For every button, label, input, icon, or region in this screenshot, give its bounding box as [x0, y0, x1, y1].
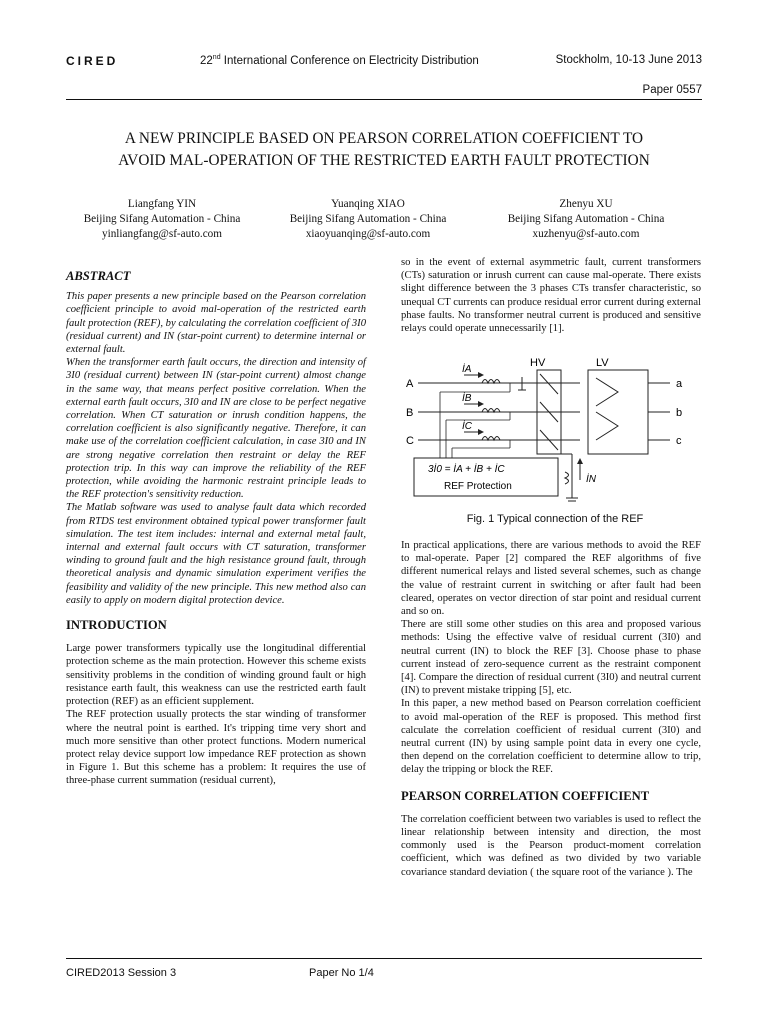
author-email: xuzhenyu@sf-auto.com [532, 228, 640, 240]
author-affiliation: Beijing Sifang Automation - China [83, 213, 241, 225]
author-block-1 [62, 197, 262, 242]
ct-c-icon [482, 437, 500, 441]
page-header [66, 54, 702, 70]
figure-1-diagram [400, 352, 710, 512]
lv-winding-icon [596, 378, 618, 440]
author-name: Zhenyu XU [559, 198, 613, 210]
footer-rule [66, 958, 702, 959]
right-paragraph-2: In practical applications, there are various methods to avoid the REF to mal-operate. Paper [2] compared the REF algorithms of five different numerical relays and listed several schemes, such as change the value of restraint current in switching or after fault had been cleared, operates on vector direction of star point and residual current and so on. [401, 540, 701, 618]
lv-label: LV [596, 357, 609, 369]
right-column-bottom [401, 539, 701, 879]
author-name: Yuanqing XIAO [331, 198, 405, 210]
author-affiliation: Beijing Sifang Automation - China [289, 213, 447, 225]
lv-c-label: c [676, 435, 682, 447]
introduction-heading: INTRODUCTION [66, 618, 167, 633]
author-affiliation: Beijing Sifang Automation - China [507, 213, 665, 225]
arrow-c-head-icon [478, 429, 484, 435]
current-n-label: İN [586, 474, 596, 485]
phase-c-label: C [406, 435, 414, 447]
lv-b-label: b [676, 407, 683, 419]
right-column-top [401, 256, 701, 335]
conference-name: International Conference on Electricity Distribution [220, 54, 479, 67]
title-line-2: AVOID MAL-OPERATION OF THE RESTRICTED EARTH FAULT PROTECTION [118, 152, 650, 169]
current-c-label: İC [462, 421, 472, 432]
cired-logo: CIRED [66, 54, 119, 68]
arrow-a-head-icon [478, 372, 484, 378]
lv-a-label: a [676, 378, 683, 390]
author-name: Liangfang YIN [127, 198, 197, 210]
introduction-paragraph-1: Large power transformers typically use the longitudinal differential protection scheme as the main protection. However this scheme exists sensitivity problems in the condition of winding ground fault or high resistance earth fault, this weakness can use the restricted earth fault protection (REF) as an efficient supplement. [66, 643, 366, 708]
author-block-2 [268, 197, 468, 242]
phase-a-label: A [406, 378, 414, 390]
arrow-n-head-icon [577, 458, 583, 464]
conference-suffix: nd [212, 54, 221, 61]
abstract-paragraph-2: When the transformer earth fault occurs, the direction and intensity of 3I0 (residual current) between IN (star-point current) almost change in the same way, that means perfect positive correlation. When the external earth fault occurs, 3I0 and IN are close to be perfect negative correlation. When CT saturation or inrush condition happens, the correlation coefficient is also significantly negative. Therefore, it can make use of the correlation coefficient calculation, in case 3I0 and IN are strong negative correlation then restraint or delay the REF protection trip. In this way can improve the reliability of the REF protection, while avoiding the harmonic restraint principle leads to the REF protection's sensitivity reduction. [66, 357, 366, 501]
conference-title [200, 54, 479, 67]
paper-title [50, 128, 718, 172]
right-paragraph-1: so in the event of external asymmetric fault, current transformers (CTs) saturation or inrush current can cause mal-operate. There exists slight difference between the 3 phases CTs transfer characteristic, so unequal CT currents can produce residual error current during external phase faults. No transformer neutral current is produced and sensitive relays could operate unnecessarily [1]. [401, 257, 701, 335]
pearson-paragraph-1: The correlation coefficient between two variables is used to reflect the linear relationship between intensity and direction, the most commonly used is the Pearson product-moment correlation coefficient, which was defined as two divided by two variable covariance standard deviation ( the square root of the variance ). The [401, 813, 701, 878]
abstract-heading: ABSTRACT [66, 269, 131, 283]
current-b-label: İB [462, 393, 472, 404]
footer-session: CIRED2013 Session 3 [66, 967, 177, 979]
author-email: yinliangfang@sf-auto.com [102, 228, 222, 240]
figure-1-caption: Fig. 1 Typical connection of the REF [466, 513, 644, 525]
right-paragraph-4: In this paper, a new method based on Pearson correlation coefficient to avoid mal-operation of the REF is proposed. This method first calculate the correlation coefficient of residual current (3I0) and neutral current (IN) by using sample point data in every one cycle, then depend on the correlation coefficient to determine allow to trip, delay the tripping or block the REF. [401, 698, 701, 776]
ct-a-icon [482, 380, 500, 384]
conference-location-date: Stockholm, 10-13 June 2013 [555, 54, 702, 66]
title-line-1: A NEW PRINCIPLE BASED ON PEARSON CORRELATION COEFFICIENT TO [124, 130, 644, 147]
ct-b-icon [482, 409, 500, 413]
header-rule [66, 99, 702, 100]
ct-c-secondary [452, 440, 510, 448]
right-paragraph-3: There are still some other studies on this area and proposed various methods: Using the effective valve of residual current (3I0) and neutral current (IN) to block the REF [3]. Choose phase to phase current instead of zero-sequence current as the restraint component [4]. Compare the direction of residual current (3I0) and neutral current (IN) to prevent mistake tripping [5], etc. [401, 619, 701, 697]
ct-a-secondary [440, 383, 510, 392]
ref-protection-label: REF Protection [444, 481, 512, 492]
footer-page-number: Paper No 1/4 [309, 967, 374, 979]
ct-b-secondary [446, 412, 510, 420]
author-block-3 [486, 197, 686, 242]
pearson-heading: PEARSON CORRELATION COEFFICIENT [401, 788, 650, 803]
current-a-label: İA [462, 364, 472, 375]
lv-winding-box [588, 370, 648, 454]
arrow-b-head-icon [478, 401, 484, 407]
paper-number: Paper 0557 [642, 84, 702, 96]
introduction-paragraph-2: The REF protection usually protects the star winding of transformer where the neutral point is earthed. It's tripping time very short and much more sensitive than other protect functions. Modern numerical protect relay device support low impedance REF protection as shown in Figure 1. But this scheme has a problem: It requires the use of three-phase current summation (residual current), [66, 709, 366, 787]
abstract-paragraph-1: This paper presents a new principle based on the Pearson correlation coefficient principle to avoid mal-operation of the restricted earth fault protection (REF), by calculating the correlation coefficient of 3I0 (residual current) and IN (star-point current) to determine internal or external fault. [66, 291, 366, 356]
ct-n-icon [565, 472, 569, 484]
left-column [66, 270, 366, 788]
equation-label: 3İ0 = İA + İB + İC [428, 464, 505, 475]
conference-number: 22 [200, 54, 213, 67]
abstract-paragraph-3: The Matlab software was used to analyse fault data which recorded from RTDS test environment obtained typical power transformer fault simulation. The test item includes: internal and external metal fault, internal and external fault occurs with CT saturation, transformer winding to ground fault and the high resistance ground fault, through theoretical analysis and dynamic simulation experiment verifies the feasibility and validity of the new principle. This new method also can easily to apply on modern digital protection device. [66, 502, 366, 606]
author-email: xiaoyuanqing@sf-auto.com [305, 228, 431, 240]
hv-label: HV [530, 357, 546, 369]
phase-b-label: B [406, 407, 414, 419]
